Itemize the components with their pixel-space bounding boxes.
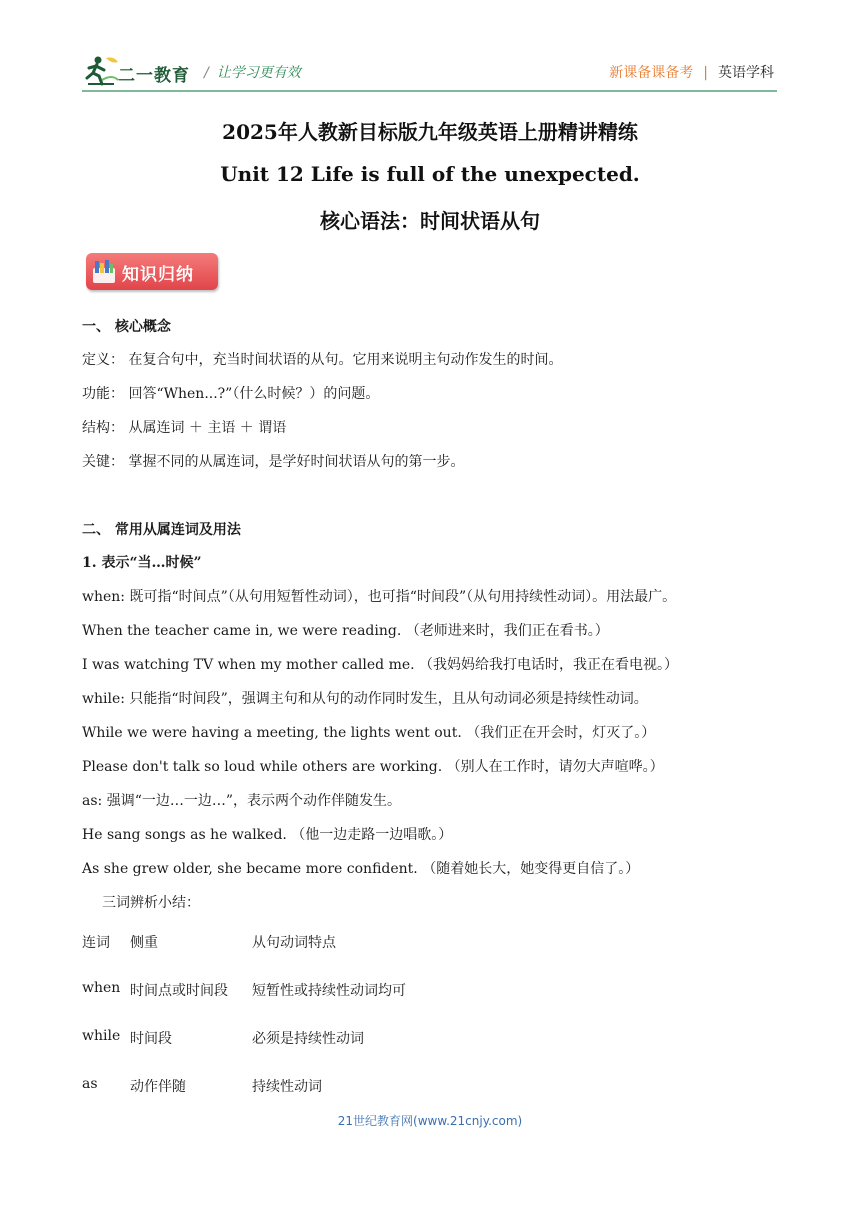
header-divider [82, 90, 777, 92]
definition-line: 定义： 在复合句中，充当时间状语的从句。它用来说明主句动作发生的时间。 [82, 352, 563, 368]
section2-heading: 二、 常用从属连词及用法 [82, 522, 241, 538]
header-right [609, 62, 774, 82]
example-line: While we were having a meeting, the lights went out. （我们正在开会时，灯灭了。） [82, 725, 656, 741]
when-usage-line: when: 既可指“时间点”（从句用短暂性动词），也可指“时间段”（从句用持续性动词）。用法最广。 [82, 589, 677, 605]
table-cell: 动作伴随 [130, 1079, 186, 1095]
table-cell: 必须是持续性动词 [252, 1031, 364, 1047]
summary-label: 三词辨析小结： [102, 895, 200, 911]
book-icon [92, 259, 116, 284]
table-header-cell: 从句动词特点 [252, 935, 336, 951]
table-cell: 短暂性或持续性动词均可 [252, 983, 406, 999]
header-slogan: / 让学习更有效 [204, 65, 301, 81]
page-footer: 21世纪教育网(www.21cnjy.com) [337, 1114, 523, 1128]
page-header [0, 0, 860, 100]
example-line: Please don't talk so loud while others are working. （别人在工作时，请勿大声喧哗。） [82, 759, 664, 775]
header-subject-label: 英语学科 [718, 65, 774, 81]
badge-label: 知识归纳 [122, 265, 194, 285]
example-line: I was watching TV when my mother called me. （我妈妈给我打电话时，我正在看电视。） [82, 657, 679, 673]
doc-title: 2025年人教新目标版九年级英语上册精讲精练 [222, 120, 638, 144]
table-cell: 持续性动词 [252, 1079, 322, 1095]
table-cell: when [82, 980, 121, 996]
example-line: He sang songs as he walked. （他一边走路一边唱歌。） [82, 827, 453, 843]
table-cell: while [82, 1028, 121, 1044]
unit-title: Unit 12 Life is full of the unexpected. [220, 162, 640, 186]
logo-text: 二一教育 [118, 66, 190, 86]
while-usage-line: while: 只能指“时间段”，强调主句和从句的动作同时发生，且从句动词必须是持续性动词。 [82, 691, 648, 707]
grammar-title: 核心语法：时间状语从句 [320, 209, 540, 233]
header-course-label: 新课备课备考 [609, 65, 694, 81]
example-line: As she grew older, she became more confident. （随着她长大，她变得更自信了。） [82, 861, 640, 877]
table-cell: 时间段 [130, 1031, 172, 1047]
table-cell: 时间点或时间段 [130, 983, 228, 999]
table-header-cell: 侧重 [130, 935, 158, 951]
function-line: 功能： 回答“When...?”（什么时候？）的问题。 [82, 386, 380, 402]
key-line: 关键： 掌握不同的从属连词，是学好时间状语从句的第一步。 [82, 454, 465, 470]
example-line: When the teacher came in, we were reading. （老师进来时，我们正在看书。） [82, 623, 609, 639]
table-header-cell: 连词 [82, 935, 110, 951]
table-cell: as [82, 1076, 98, 1092]
subsection-heading: 1. 表示“当…时候” [82, 555, 202, 571]
knowledge-summary-badge [86, 253, 218, 290]
as-usage-line: as: 强调“一边…一边…”，表示两个动作伴随发生。 [82, 793, 402, 809]
header-separator: | [703, 65, 708, 81]
structure-line: 结构： 从属连词 ＋ 主语 ＋ 谓语 [82, 420, 287, 436]
section1-heading: 一、 核心概念 [82, 319, 171, 335]
slogan-text: 让学习更有效 [216, 65, 301, 81]
